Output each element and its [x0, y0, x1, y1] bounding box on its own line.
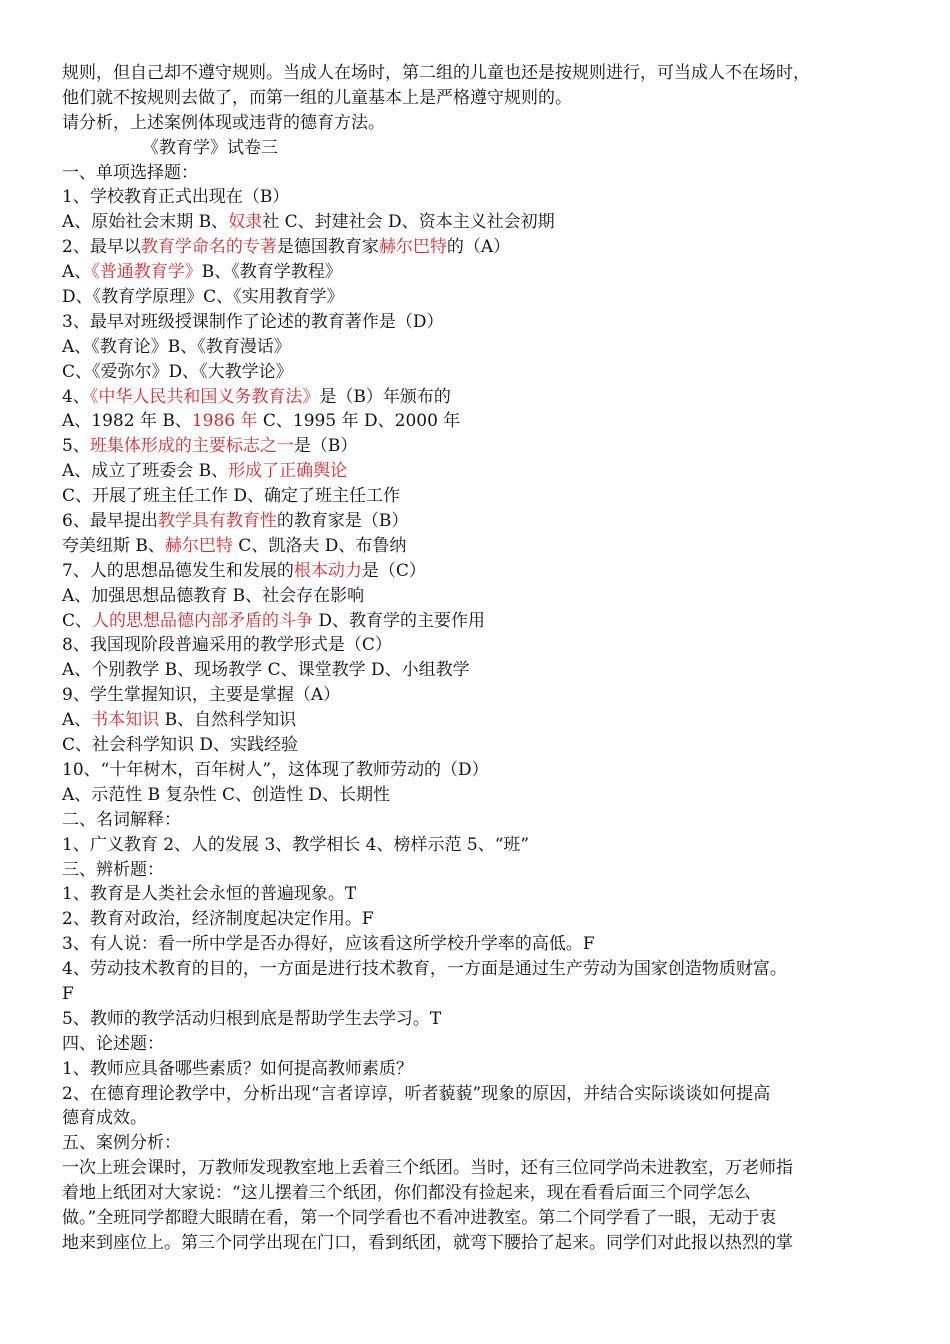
text-segment: 是德国教育家 — [276, 237, 379, 258]
text-line — [62, 210, 907, 235]
text-line — [62, 584, 907, 609]
text-line — [62, 260, 907, 285]
text-line — [62, 434, 907, 459]
text-line — [62, 285, 907, 310]
text-line — [62, 1231, 907, 1256]
highlighted-text: 1986 年 — [191, 411, 258, 432]
text-segment: 4、劳动技术教育的目的，一方面是进行技术教育，一方面是通过生产劳动为国家创造物质财富。 — [62, 959, 787, 980]
text-line — [62, 858, 907, 883]
text-segment: 二、名词解释： — [62, 809, 181, 830]
text-line — [62, 459, 907, 484]
text-segment: 夸美纽斯 B、 — [62, 535, 165, 556]
text-segment: 3、有人说：看一所中学是否办得好，应该看这所学校升学率的高低。F — [62, 934, 595, 955]
text-line — [62, 385, 907, 410]
text-segment: 2、教育对政治，经济制度起决定作用。F — [62, 909, 374, 930]
highlighted-text: 形成了正确舆论 — [228, 461, 348, 482]
text-line — [62, 111, 907, 136]
text-segment: 一、单项选择题： — [62, 162, 198, 183]
text-segment: 五、案例分析： — [62, 1133, 181, 1154]
text-line — [62, 1106, 907, 1131]
text-line — [62, 360, 907, 385]
text-segment: C、开展了班主任工作 D、确定了班主任工作 — [62, 486, 401, 507]
text-segment: B、自然科学知识 — [159, 710, 297, 731]
text-line — [62, 1206, 907, 1231]
highlighted-text: 班集体形成的主要标志之一 — [89, 436, 294, 457]
text-segment: 5、教师的教学活动归根到底是帮助学生去学习。T — [62, 1008, 442, 1029]
text-line — [62, 559, 907, 584]
text-segment: 做。”全班同学都瞪大眼睛在看，第一个同学看也不看冲进教室。第二个同学看了一眼，无动于衷 — [62, 1207, 777, 1228]
text-line — [62, 783, 907, 808]
text-segment: 1、教师应具备哪些素质？如何提高教师素质？ — [62, 1058, 413, 1079]
text-line — [62, 86, 907, 111]
highlighted-text: 书本知识 — [91, 710, 160, 731]
text-line — [62, 161, 907, 186]
text-line — [62, 658, 907, 683]
text-segment: C、《爱弥尔》D、《大教学论》 — [62, 361, 293, 382]
text-line — [62, 335, 907, 360]
text-line — [62, 907, 907, 932]
text-line — [62, 633, 907, 658]
text-segment: 地来到座位上。第三个同学出现在门口，看到纸团，就弯下腰拾了起来。同学们对此报以热烈的掌 — [62, 1232, 793, 1253]
text-line — [62, 185, 907, 210]
text-line — [62, 409, 907, 434]
text-segment: 10、“十年树木，百年树人”，这体现了教师劳动的（D） — [62, 759, 489, 780]
highlighted-text: 赫尔巴特 — [164, 535, 233, 556]
text-segment: 9、学生掌握知识，主要是掌握（A） — [62, 685, 341, 706]
exam-title — [62, 136, 907, 161]
text-segment: A、成立了班委会 B、 — [62, 461, 229, 482]
highlighted-text: 《中华人民共和国义务教育法》 — [89, 386, 320, 407]
text-line — [62, 484, 907, 509]
text-segment: 四、论述题： — [62, 1033, 164, 1054]
text-segment: 3、最早对班级授课制作了论述的教育著作是（D） — [62, 311, 444, 332]
text-segment: 是（B） — [293, 436, 358, 457]
text-line — [62, 1057, 907, 1082]
text-line — [62, 683, 907, 708]
document-body — [62, 61, 907, 1256]
text-line — [62, 1131, 907, 1156]
highlighted-text: 教育学命名的专著 — [140, 237, 277, 258]
text-segment: 德育成效。 — [62, 1108, 147, 1129]
text-segment: 的教育家是（B） — [276, 511, 409, 532]
text-segment: 4、 — [62, 386, 90, 407]
text-segment: 7、人的思想品德发生和发展的 — [62, 560, 294, 581]
text-line — [62, 758, 907, 783]
text-segment: D、《教育学原理》C、《实用教育学》 — [62, 287, 344, 308]
text-segment: A、 — [62, 710, 92, 731]
text-segment: 《教育学》试卷三 — [142, 137, 278, 158]
text-segment: A、 — [62, 262, 92, 283]
text-segment: 6、最早提出 — [62, 511, 158, 532]
highlighted-text: 奴隶 — [228, 212, 263, 233]
text-segment: C、1995 年 D、2000 年 — [257, 411, 461, 432]
text-line — [62, 1156, 907, 1181]
text-segment: 社 C、封建社会 D、资本主义社会初期 — [262, 212, 555, 233]
text-line — [62, 609, 907, 634]
text-line — [62, 1007, 907, 1032]
text-line — [62, 932, 907, 957]
text-segment: 1、学校教育正式出现在（B） — [62, 187, 290, 208]
text-segment: A、示范性 B 复杂性 C、创造性 D、长期性 — [62, 784, 391, 805]
text-segment: 三、辨析题： — [62, 859, 164, 880]
text-segment: 是（C） — [361, 560, 426, 581]
text-segment: 2、在德育理论教学中，分析出现“言者谆谆，听者藐藐”现象的原因，并结合实际谈谈如何提高 — [62, 1083, 771, 1104]
text-line — [62, 509, 907, 534]
text-line — [62, 1181, 907, 1206]
highlighted-text: 教学具有教育性 — [157, 511, 277, 532]
text-line — [62, 833, 907, 858]
text-segment: 的（A） — [446, 237, 511, 258]
text-segment: A、个别教学 B、现场教学 C、课堂教学 D、小组教学 — [62, 660, 470, 681]
text-segment: 规则，但自己却不遵守规则。当成人在场时，第二组的儿童也还是按规则进行，可当成人不在场时， — [62, 63, 810, 83]
text-line — [62, 534, 907, 559]
highlighted-text: 人的思想品德内部矛盾的斗争 — [92, 610, 314, 631]
text-segment: A、1982 年 B、 — [62, 411, 192, 432]
text-line — [62, 1032, 907, 1057]
text-line — [62, 310, 907, 335]
text-segment: C、 — [62, 610, 93, 631]
text-segment: C、凯洛夫 D、布鲁纳 — [232, 535, 407, 556]
text-line — [62, 882, 907, 907]
text-segment: 着地上纸团对大家说：“这儿摆着三个纸团，你们都没有捡起来，现在看看后面三个同学怎么 — [62, 1183, 751, 1204]
text-segment: 他们就不按规则去做了，而第一组的儿童基本上是严格遵守规则的。 — [62, 87, 572, 108]
text-segment: 1、教育是人类社会永恒的普遍现象。T — [62, 884, 357, 905]
text-segment: A、原始社会末期 B、 — [62, 212, 229, 233]
text-segment: 2、最早以 — [62, 237, 141, 258]
text-line — [62, 61, 907, 86]
highlighted-text: 赫尔巴特 — [378, 237, 447, 258]
text-line — [62, 808, 907, 833]
text-line — [62, 982, 907, 1007]
text-line — [62, 957, 907, 982]
text-segment: F — [62, 983, 74, 1004]
text-line — [62, 235, 907, 260]
text-segment: D、教育学的主要作用 — [313, 610, 486, 631]
text-segment: 请分析，上述案例体现或违背的德育方法。 — [62, 112, 385, 133]
text-segment: A、《教育论》B、《教育漫话》 — [62, 336, 291, 357]
text-segment: 一次上班会课时，万教师发现教室地上丢着三个纸团。当时，还有三位同学尚未进教室，万老师指 — [62, 1158, 793, 1179]
text-segment: 8、我国现阶段普遍采用的教学形式是（C） — [62, 635, 392, 656]
text-segment: B、《教育学教程》 — [201, 262, 342, 283]
text-line — [62, 1082, 907, 1107]
text-segment: 5、 — [62, 436, 90, 457]
text-line — [62, 733, 907, 758]
text-segment: C、社会科学知识 D、实践经验 — [62, 735, 299, 756]
text-segment: A、加强思想品德教育 B、社会存在影响 — [62, 585, 365, 606]
text-segment: 是（B）年颁布的 — [319, 386, 451, 407]
highlighted-text: 《普通教育学》 — [91, 262, 202, 283]
highlighted-text: 根本动力 — [293, 560, 362, 581]
text-segment: 1、广义教育 2、人的发展 3、教学相长 4、榜样示范 5、“班” — [62, 834, 530, 855]
text-line — [62, 708, 907, 733]
